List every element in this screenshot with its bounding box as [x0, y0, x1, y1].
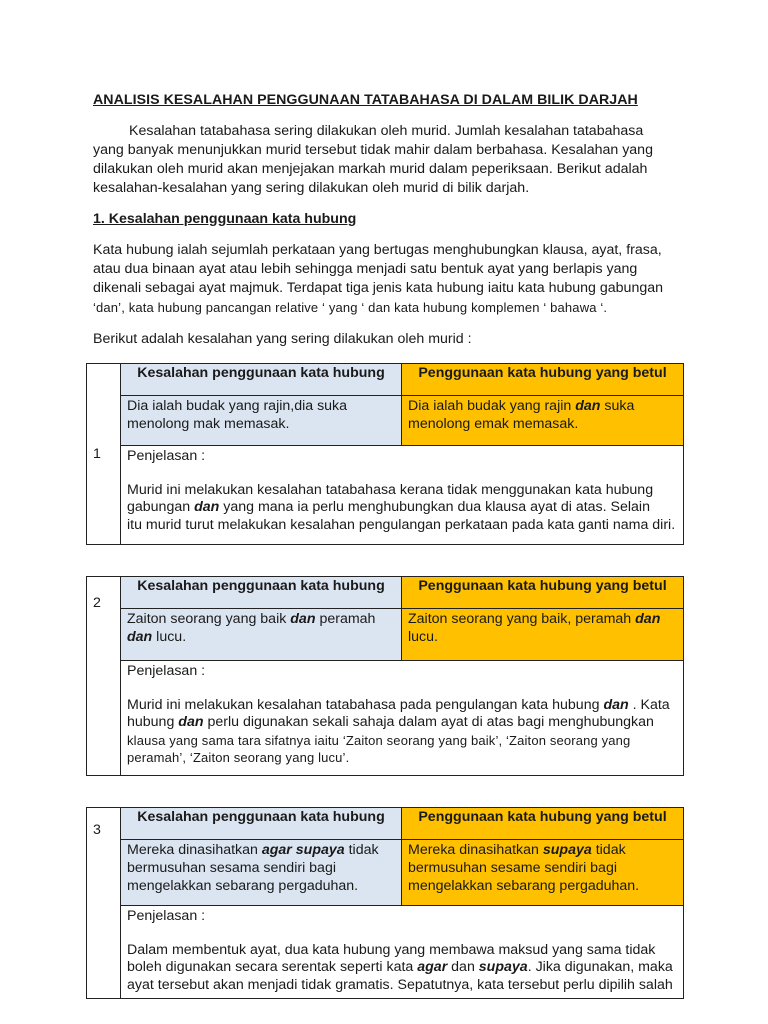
definition-line: Kata hubung ialah sejumlah perkataan yang bertugas menghubungkan klausa, ayat, frasa, — [93, 242, 662, 258]
intro-paragraph — [93, 122, 693, 198]
definition-line: dikenali sebagai ayat majmuk. Terdapat tiga jenis kata hubung iaitu kata hubung gabungan — [93, 280, 664, 296]
correct-example: Dia ialah budak yang rajin dan suka menolong emak memasak. — [402, 396, 684, 446]
wrong-example: Mereka dinasihatkan agar supaya tidak bermusuhan sesama sendiri bagi mengelakkan sebarang pergaduhan. — [121, 840, 402, 906]
intro-line: yang banyak menunjukkan murid tersebut tidak mahir dalam berbahasa. Kesalahan yang — [93, 142, 653, 158]
header-right: Penggunaan kata hubung yang betul — [402, 808, 684, 840]
table-number: 3 — [87, 808, 121, 999]
header-right: Penggunaan kata hubung yang betul — [402, 364, 684, 396]
explanation-cell: Penjelasan : Murid ini melakukan kesalahan tatabahasa pada pengulangan kata hubung dan . Kata hubung dan perlu digunakan sekali sahaja dalam ayat di atas bagi menghubungkan klausa yang sama tara sifatnya iaitu ‘Zaiton seorang yang baik’, ‘Zaiton seorang yang peramah’, ‘Zaiton seorang yang lucu’. — [121, 661, 684, 776]
definition-line: atau dua binaan ayat atau lebih sehingga menjadi satu bentuk ayat yang berlapis yang — [93, 261, 638, 277]
lead-text: Berikut adalah kesalahan yang sering dilakukan oleh murid : — [93, 331, 472, 347]
explanation-label: Penjelasan : — [127, 663, 206, 679]
intro-line: dilakukan oleh murid akan menjejakan markah murid dalam peperiksaan. Berikut adalah — [93, 161, 648, 177]
explanation-cell: Penjelasan : Murid ini melakukan kesalahan tatabahasa kerana tidak menggunakan kata hubung gabungan dan yang mana ia perlu menghubungkan dua klausa ayat di atas. Selain itu murid turut melakukan kesalahan pengulangan perkataan pada kata ganti nama diri. — [121, 446, 684, 545]
explanation-cell: Penjelasan : Dalam membentuk ayat, dua kata hubung yang membawa maksud yang sama tidak boleh digunakan secara serentak seperti kata agar dan supaya. Jika digunakan, maka ayat tersebut akan menjadi tidak gramatis. Sepatutnya, kata tersebut perlu dipilih salah — [121, 906, 684, 999]
table-number: 2 — [87, 577, 121, 776]
error-table-3 — [86, 807, 684, 999]
definition-line: ‘dan’, kata hubung pancangan relative ‘ yang ‘ dan kata hubung komplemen ‘ bahawa ‘. — [93, 300, 608, 315]
explanation-label: Penjelasan : — [127, 448, 206, 464]
header-wrong: Kesalahan penggunaan kata hubung — [121, 364, 402, 396]
section-heading: 1. Kesalahan penggunaan kata hubung — [93, 211, 357, 227]
header-wrong: Kesalahan penggunaan kata hubung — [121, 577, 402, 609]
intro-line: Kesalahan tatabahasa sering dilakukan oleh murid. Jumlah kesalahan tatabahasa — [129, 123, 644, 139]
wrong-example: Zaiton seorang yang baik dan peramah dan lucu. — [121, 609, 402, 661]
definition-paragraph — [93, 241, 693, 317]
correct-example: Zaiton seorang yang baik, peramah dan lucu. — [402, 609, 684, 661]
explanation-label: Penjelasan : — [127, 908, 206, 924]
intro-line: kesalahan-kesalahan yang sering dilakukan oleh murid di bilik darjah. — [93, 180, 530, 196]
header-right: Penggunaan kata hubung yang betul — [402, 577, 684, 609]
correct-example: Mereka dinasihatkan supaya tidak bermusuhan sesame sendiri bagi mengelakkan sebarang pergaduhan. — [402, 840, 684, 906]
error-table-2 — [86, 576, 684, 776]
header-wrong: Kesalahan penggunaan kata hubung — [121, 808, 402, 840]
table-number: 1 — [87, 364, 121, 545]
wrong-example: Dia ialah budak yang rajin,dia suka menolong mak memasak. — [121, 396, 402, 446]
document-title: ANALISIS KESALAHAN PENGGUNAAN TATABAHASA DI DALAM BILIK DARJAH — [93, 92, 638, 108]
error-table-1 — [86, 363, 684, 545]
